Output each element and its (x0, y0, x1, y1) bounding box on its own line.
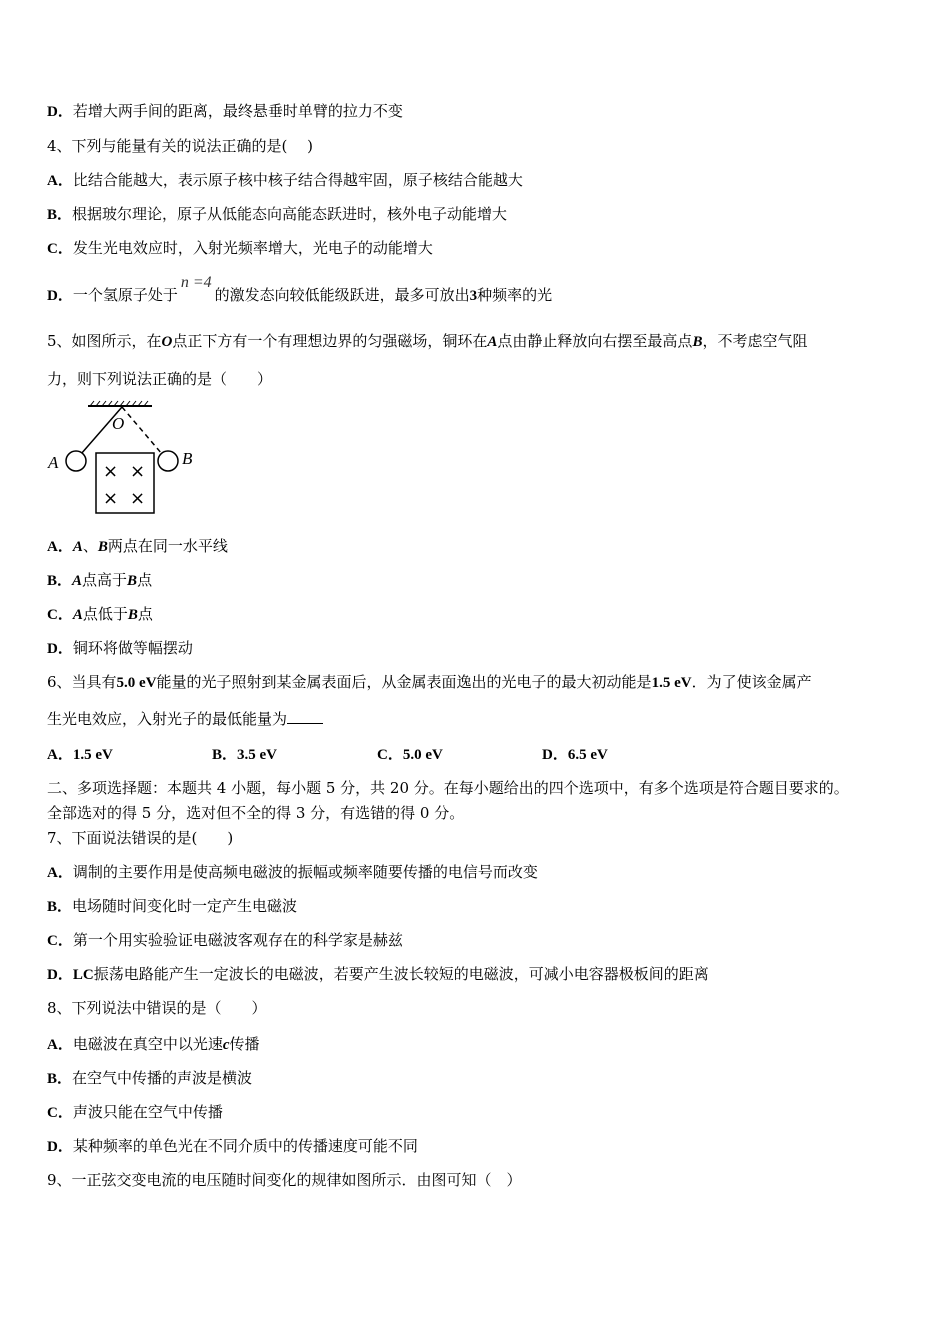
energy-value: 1.5 eV (651, 675, 692, 691)
point-a: A (72, 573, 83, 589)
q4-option-a (47, 170, 523, 191)
q8-stem: 8、下列说法中错误的是（ ） (47, 999, 267, 1017)
q5-option-a (47, 536, 228, 557)
q5-stem-line1 (47, 331, 807, 352)
option-label: B． (47, 207, 73, 223)
point-o: O (161, 334, 173, 350)
option-label: C． (47, 607, 73, 623)
option-text: 某种频率的单色光在不同介质中的传播速度可能不同 (72, 1137, 418, 1155)
option-value: 5.0 eV (402, 747, 443, 763)
q8-option-d (47, 1136, 418, 1157)
option-label: C． (47, 933, 73, 949)
option-text: 若增大两手间的距离，最终悬垂时单臂的拉力不变 (72, 102, 403, 120)
label-o: O (112, 414, 125, 433)
field-cross: × (130, 461, 146, 482)
q4-option-c (47, 238, 433, 259)
option-label: D． (47, 641, 73, 657)
field-cross: × (103, 461, 119, 482)
point-b: B (97, 539, 108, 555)
option-text: 点高于 (82, 571, 128, 589)
option-text: 点 (137, 605, 153, 623)
option-text: 两点在同一水平线 (107, 537, 228, 555)
option-text: 调制的主要作用是使高频电磁波的振幅或频率随要传播的电信号而改变 (72, 863, 538, 881)
q6-option-b (212, 744, 377, 765)
stem-text: 点正下方有一个有理想边界的匀强磁场，铜环在 (172, 332, 488, 350)
option-text: 声波只能在空气中传播 (72, 1103, 223, 1121)
option-number: 3 (469, 288, 478, 304)
option-label: A． (47, 1037, 73, 1053)
option-value: 3.5 eV (237, 747, 278, 763)
q7-option-b (47, 896, 297, 917)
stem-text: 生光电效应，入射光子的最低能量为 (47, 710, 288, 728)
stem-text: 能量的光子照射到某金属表面后，从金属表面逸出的光电子的最大初动能是 (156, 673, 652, 691)
formula-n-equals-4: n =4 (180, 274, 212, 291)
q5-stem-line2: 力，则下列说法正确的是（ ） (47, 370, 273, 388)
option-label: C． (377, 747, 403, 763)
section2-instructions-line2: 全部选对的得 5 分，选对但不全的得 3 分，有选错的得 0 分。 (47, 804, 465, 822)
energy-value: 5.0 eV (116, 675, 157, 691)
option-label: B． (212, 747, 238, 763)
option-value: 1.5 eV (72, 747, 113, 763)
option-text-pre: 一个氢原子处于 (72, 286, 178, 304)
option-text: 在空气中传播的声波是横波 (72, 1069, 253, 1087)
option-label: D． (47, 967, 73, 983)
option-text: 传播 (229, 1035, 260, 1053)
option-text: 、 (82, 537, 98, 555)
option-label: C． (47, 241, 73, 257)
option-value: 6.5 eV (567, 747, 608, 763)
stem-text: 点由静止释放向右摆至最高点 (497, 332, 693, 350)
option-label: D． (542, 747, 568, 763)
option-label: B． (47, 1071, 73, 1087)
point-b: B (692, 334, 703, 350)
label-a: A (48, 453, 59, 472)
q5-option-c (47, 604, 153, 625)
option-text: 点低于 (82, 605, 128, 623)
q7-stem: 7、下面说法错误的是( ) (47, 829, 234, 847)
q8-option-c (47, 1102, 223, 1123)
q6-option-a (47, 744, 212, 765)
option-text: 根据玻尔理论，原子从低能态向高能态跃进时，核外电子动能增大 (72, 205, 508, 223)
field-cross: × (130, 488, 146, 509)
q6-option-c (377, 744, 542, 765)
option-text-post: 种频率的光 (477, 286, 553, 304)
q6-stem-line2 (47, 709, 323, 729)
q7-option-d (47, 964, 709, 985)
point-b: B (127, 607, 138, 623)
option-label: D． (47, 104, 73, 120)
q4-stem: 4、下列与能量有关的说法正确的是( ) (47, 137, 314, 155)
option-text: 第一个用实验验证电磁波客观存在的科学家是赫兹 (72, 931, 403, 949)
option-text: 点 (137, 571, 153, 589)
q5-option-d (47, 638, 193, 659)
option-text: 铜环将做等幅摆动 (72, 639, 193, 657)
stem-text: 6、当具有 (47, 673, 117, 691)
speed-of-light-symbol: c (222, 1037, 230, 1053)
q7-option-c (47, 930, 403, 951)
q4-option-b (47, 204, 507, 225)
point-a: A (487, 334, 498, 350)
q7-option-a (47, 862, 538, 883)
q8-option-a (47, 1034, 260, 1055)
option-text: 比结合能越大，表示原子核中核子结合得越牢固，原子核结合能越大 (72, 171, 523, 189)
option-label: B． (47, 573, 73, 589)
point-a: A (72, 539, 83, 555)
label-b: B (182, 449, 193, 468)
q8-option-b (47, 1068, 252, 1089)
stem-text: 5、如图所示，在 (47, 332, 162, 350)
string-to-b (122, 407, 162, 454)
q9-stem: 9、一正弦交变电流的电压随时间变化的规律如图所示．由图可知（ ） (47, 1171, 522, 1189)
point-b: B (127, 573, 138, 589)
option-text: 发生光电效应时，入射光频率增大，光电子的动能增大 (72, 239, 433, 257)
stem-text: ．为了使该金属产 (691, 673, 812, 691)
field-cross: × (103, 488, 119, 509)
option-label: A． (47, 865, 73, 881)
option-label: B． (47, 899, 73, 915)
ring-b (158, 451, 178, 471)
answer-blank (287, 709, 323, 724)
option-text-mid: 的激发态向较低能级跃进，最多可放出 (214, 286, 470, 304)
stem-text: ，不考虑空气阻 (702, 332, 808, 350)
option-label: D． (47, 288, 73, 304)
q5-option-b (47, 570, 152, 591)
option-text: 电磁波在真空中以光速 (72, 1035, 223, 1053)
option-label: D． (47, 1139, 73, 1155)
q6-stem-line1 (47, 672, 812, 693)
option-label: A． (47, 539, 73, 555)
lc-circuit-label: LC (72, 967, 94, 983)
pendulum-magnetic-field-figure (44, 398, 204, 520)
q6-options (47, 744, 707, 765)
q6-option-d (542, 744, 707, 765)
option-label: A． (47, 173, 73, 189)
point-a: A (72, 607, 83, 623)
q3-option-d (47, 101, 403, 122)
option-text: 电场随时间变化时一定产生电磁波 (72, 897, 298, 915)
option-text: 振荡电路能产生一定波长的电磁波，若要产生波长较短的电磁波，可减小电容器极板间的距离 (93, 965, 709, 983)
q4-option-d (47, 274, 553, 306)
ring-a (66, 451, 86, 471)
section2-instructions-line1: 二、多项选择题：本题共 4 小题，每小题 5 分，共 20 分。在每小题给出的四个选项中，有多个选项是符合题目要求的。 (47, 779, 849, 797)
option-label: C． (47, 1105, 73, 1121)
option-label: A． (47, 747, 73, 763)
